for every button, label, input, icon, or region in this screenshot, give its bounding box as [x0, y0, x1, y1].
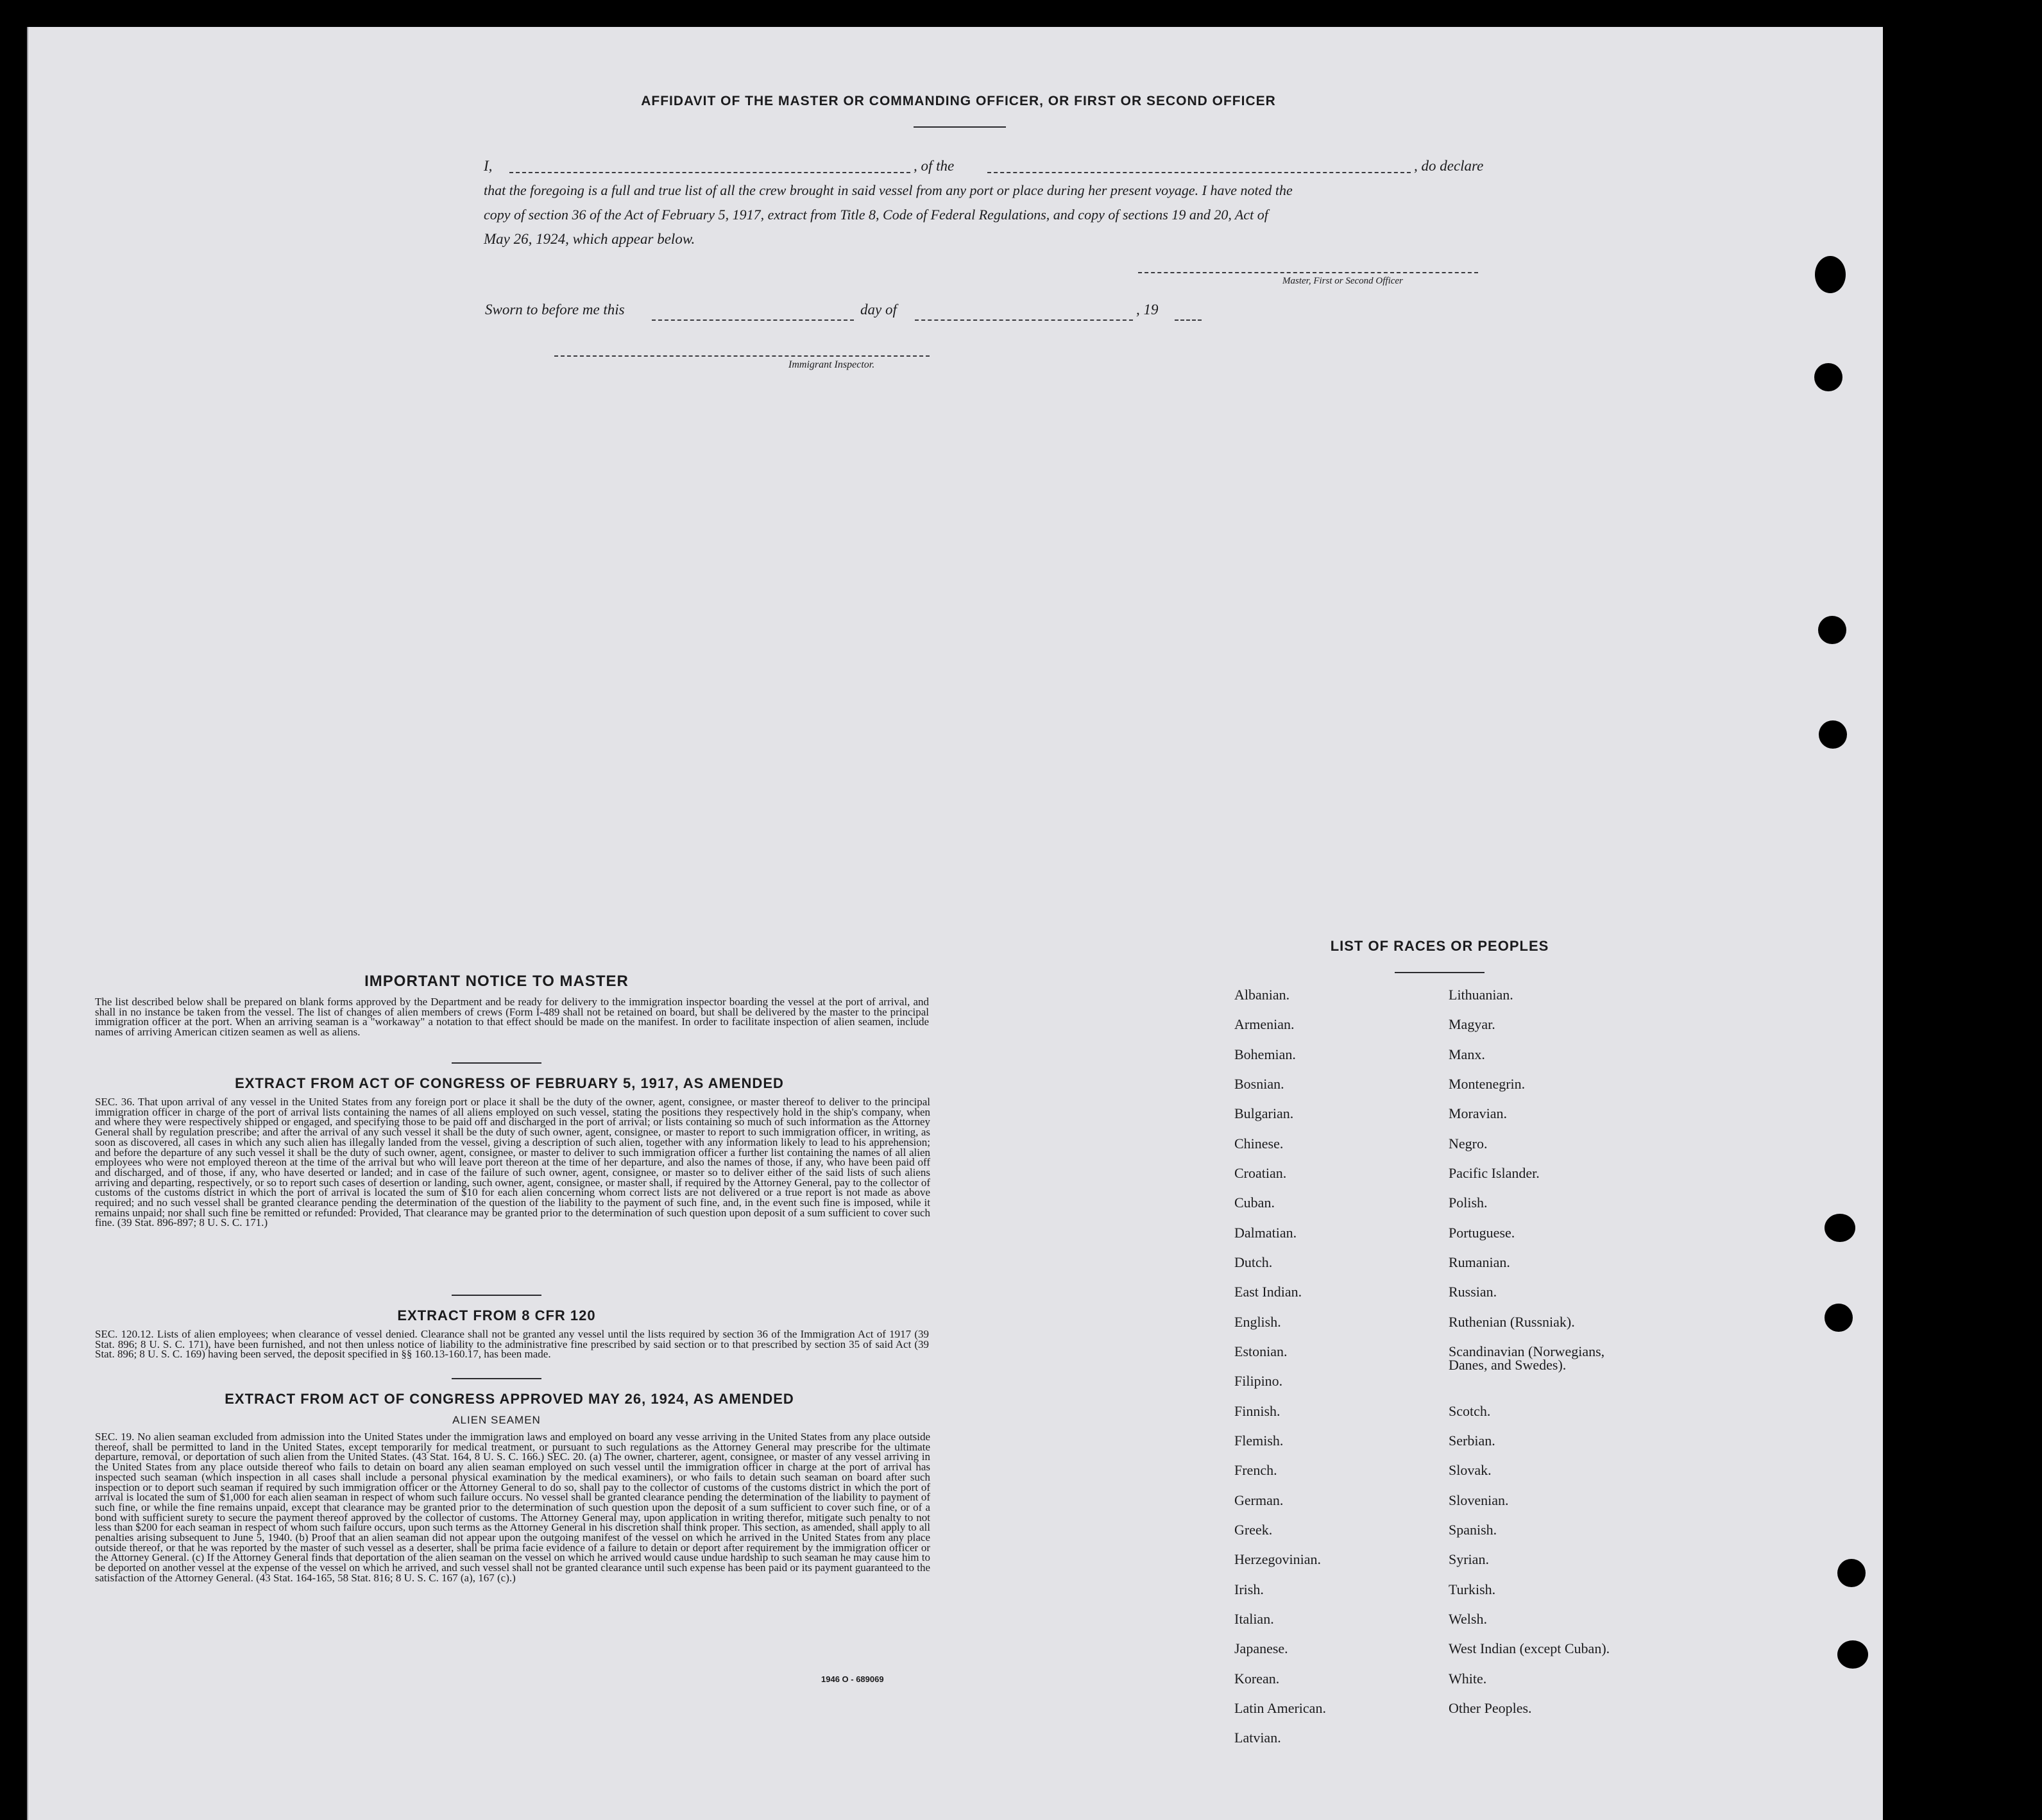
race-item: White.	[1449, 1671, 1487, 1687]
race-item: Dutch.	[1234, 1254, 1273, 1270]
extract-1924-title: EXTRACT FROM ACT OF CONGRESS APPROVED MAY 26, 1924, AS AMENDED	[225, 1391, 794, 1407]
race-item: Croatian.	[1234, 1165, 1287, 1181]
race-item: Herzegovinian.	[1234, 1551, 1321, 1567]
race-item: Welsh.	[1449, 1611, 1487, 1627]
affidavit-line-4: May 26, 1924, which appear below.	[484, 231, 695, 247]
race-item: Other Peoples.	[1449, 1700, 1532, 1716]
punch-hole	[1815, 256, 1846, 293]
race-item: Japanese.	[1234, 1640, 1288, 1656]
race-item: East Indian.	[1234, 1284, 1302, 1300]
race-item: Lithuanian.	[1449, 987, 1513, 1003]
race-item: Latin American.	[1234, 1700, 1326, 1716]
race-item: Chinese.	[1234, 1135, 1284, 1152]
races-divider	[1395, 972, 1485, 973]
race-item: Serbian.	[1449, 1433, 1495, 1449]
race-item: Albanian.	[1234, 987, 1290, 1003]
race-item: Latvian.	[1234, 1730, 1281, 1746]
day-of-label: day of	[860, 302, 897, 318]
sworn-year-field[interactable]	[1175, 319, 1202, 321]
race-item: Portuguese.	[1449, 1225, 1515, 1241]
race-item: Filipino.	[1234, 1373, 1283, 1389]
race-item: French.	[1234, 1462, 1277, 1478]
sworn-month-field[interactable]	[915, 319, 1133, 321]
extract-1924-body: SEC. 19. No alien seaman excluded from admission into the United States under the immigration laws and employed on board any vesse arriving in the United States from any place outside thereof, shall be permitted to land in the United States, except temporarily for medical treatment, or pursuant to such regulations as the Attorney General may prescribe for the ultimate departure, removal, or deportation of such alien from the United States. (43 Stat. 164, 8 U. S. C. 166.) SEC. 20. (a) The owner, charterer, agent, consignee, or master of any vessel arriving in the United States from any place outside thereof who fails to detain on board any alien seaman employed on such vessel until the immigration officer in charge at the port of arrival has inspected such seaman (which inspection in all cases shall include a personal physical examination by the medical examiners), or who fails to detain such seaman on board after such inspection or to deport such seaman if required by such immigration officer or the Attorney General to do so, shall pay to the collector of customs of the customs district in which the port of arrival is located the sum of $1,000 for each alien seaman in respect of whom such failure occurs. No vessel shall be granted clearance pending the determination of the liability to payment of such fine, or while the fine remains unpaid, except that clearance may be granted prior to the determination of such question upon the deposit of a sum sufficient to cover such fine, or of a bond with sufficient surety to secure the payment thereof approved by the collector of customs. The Attorney General may, upon application in writing therefor, mitigate such penalty to not less than $200 for each seaman in respect of whom such failure occurs, upon such terms as the Attorney General in his discretion shall think proper. This section, as amended, shall apply to all penalties arising subsequent to June 5, 1940. (b) Proof that an alien seaman did not appear upon the outgoing manifest of the vessel on which he arrived in the United States from any place outside thereof, or that he was reported by the master of such vessel as a deserter, shall be prima facie evidence of a failure to detain or deport after requirement by the immigration officer or the Attorney General. (c) If the Attorney General finds that deportation of the alien seaman on the vessel on which he arrived would cause undue hardship to such seaman he may cause him to be deported on another vessel at the expense of the vessel on which he arrived, and such vessel shall not be granted clearance until such expense has been paid or its payment guaranteed to the satisfaction of the Attorney General. (43 Stat. 164-165, 58 Stat. 816; 8 U. S. C. 167 (a), 167 (c).)	[95, 1431, 930, 1584]
race-item: Moravian.	[1449, 1105, 1508, 1121]
extract-1917-body: SEC. 36. That upon arrival of any vessel in the United States from any foreign port or place it shall be the duty of the owner, agent, consignee, or master thereof to deliver to the principal immigration officer in charge of the port of arrival lists containing the names of all aliens employed on such vessel, stating the positions they respectively hold in the ship's company, when and where they were respectively shipped or engaged, and specifying those to be paid off and discharged in the port of arrival; or lists containing so much of such information as the Attorney General shall by regulation prescribe; and after the arrival of any such vessel it shall be the duty of such owner, agent, consignee, or master to report to such immigration officer, in writing, as soon as discovered, all cases in which any such alien has illegally landed from the vessel, giving a description of such alien, together with any information likely to lead to his apprehension; and before the departure of any such vessel it shall be the duty of such owner, agent, consignee, or master to deliver to such immigration officer a further list containing the names of all alien employees who were not employed thereon at the time of the arrival but who will leave port thereon at the time of her departure, and also the names of those, if any, who have been paid off and discharged, and of those, if any, who have deserted or landed; and in case of the failure of such owner, agent, consignee, or master so to deliver either of the said lists of such aliens arriving and departing, respectively, or so to report such cases of desertion or landing, such owner, agent, consignee, or master shall, if required by the Attorney General, pay to the collector of customs of the customs district in which the port of arrival is located the sum of $10 for each alien concerning whom correct lists are not delivered or a true report is not made as above required; and no such vessel shall be granted clearance pending the determination of the question of the liability to the payment of such fine, and, in the event such fine is imposed, while it remains unpaid; nor shall such fine be remitted or refunded: Provided, That clearance may be granted prior to the determination of such question upon deposit of a sum sufficient to cover such fine. (39 Stat. 896-897; 8 U. S. C. 171.)	[95, 1096, 930, 1229]
sworn-day-field[interactable]	[652, 319, 854, 321]
race-item: Montenegrin.	[1449, 1076, 1526, 1092]
race-item: Pacific Islander.	[1449, 1165, 1540, 1181]
race-item: Rumanian.	[1449, 1254, 1510, 1270]
race-item: Ruthenian (Russniak).	[1449, 1314, 1575, 1330]
punch-hole	[1818, 616, 1846, 644]
race-item: Finnish.	[1234, 1403, 1281, 1419]
race-item: Italian.	[1234, 1611, 1274, 1627]
race-item: Armenian.	[1234, 1016, 1295, 1032]
race-item: Irish.	[1234, 1581, 1264, 1597]
punch-hole	[1825, 1214, 1855, 1242]
extract-1917-title: EXTRACT FROM ACT OF CONGRESS OF FEBRUARY 5, 1917, AS AMENDED	[235, 1075, 784, 1091]
affidavit-title: AFFIDAVIT OF THE MASTER OR COMMANDING OFFICER, OR FIRST OR SECOND OFFICER	[641, 94, 1276, 108]
notice-divider	[452, 1062, 541, 1064]
extract-cfr-title: EXTRACT FROM 8 CFR 120	[397, 1307, 596, 1323]
race-item: Syrian.	[1449, 1551, 1489, 1567]
race-item: Dalmatian.	[1234, 1225, 1297, 1241]
race-item: Polish.	[1449, 1195, 1488, 1211]
do-declare-label: , do declare	[1414, 158, 1484, 174]
race-item: Negro.	[1449, 1135, 1488, 1152]
affidavit-text	[484, 154, 1510, 251]
affidavit-line-3: copy of section 36 of the Act of February 5, 1917, extract from Title 8, Code of Federal Regulations, and copy of sections 19 and 20, Act of	[484, 207, 1268, 223]
race-item: Russian.	[1449, 1284, 1497, 1300]
punch-hole	[1814, 363, 1842, 391]
races-right-column	[1449, 988, 1782, 1796]
master-signature-field[interactable]	[1138, 272, 1478, 273]
form-sheet	[27, 27, 1883, 1820]
race-item: Magyar.	[1449, 1016, 1495, 1032]
title-divider	[914, 126, 1006, 128]
punch-hole	[1837, 1640, 1868, 1669]
race-item: West Indian (except Cuban).	[1449, 1640, 1610, 1656]
races-title: LIST OF RACES OR PEOPLES	[1330, 938, 1549, 954]
extract-cfr-divider	[452, 1378, 541, 1379]
master-name-field[interactable]	[509, 172, 910, 173]
race-item: Manx.	[1449, 1046, 1485, 1062]
race-item: Turkish.	[1449, 1581, 1496, 1597]
inspector-signature-field[interactable]	[554, 355, 930, 357]
race-item: Slovenian.	[1449, 1492, 1509, 1508]
year-label: , 19	[1136, 302, 1159, 318]
race-item: English.	[1234, 1314, 1281, 1330]
race-item: Bosnian.	[1234, 1076, 1284, 1092]
affidavit-line-2: that the foregoing is a full and true list of all the crew brought in said vessel from any port or place during her present voyage. I have noted the	[484, 182, 1293, 198]
race-item: Spanish.	[1449, 1522, 1497, 1538]
race-item: Scandinavian (Norwegians, Danes, and Swedes).	[1449, 1343, 1605, 1373]
sworn-label: Sworn to before me this	[485, 302, 625, 318]
vessel-name-field[interactable]	[987, 172, 1411, 173]
extract-cfr-body: SEC. 120.12. Lists of alien employees; when clearance of vessel denied. Clearance shall not be granted any vessel until the lists required by section 36 of the Immigration Act of 1917 (39 Stat. 896; 8 U. S. C. 171), have been furnished, and not then unless notice of liability to the administrative fine prescribed by said section or to that prescribed by section 35 of said Act (39 Stat. 896; 8 U. S. C. 169) having been served, the deposit specified in §§ 160.13-160.17, has been made.	[95, 1328, 929, 1361]
extract-1917-divider	[452, 1295, 541, 1296]
print-code: 1946 O - 689069	[821, 1674, 884, 1684]
races-left-column	[1234, 988, 1427, 1796]
race-item: Scotch.	[1449, 1403, 1491, 1419]
inspector-label: Immigrant Inspector.	[788, 359, 875, 370]
race-item: Korean.	[1234, 1671, 1280, 1687]
of-the-label: , of the	[914, 158, 955, 174]
extract-1924-subtitle: ALIEN SEAMEN	[452, 1414, 541, 1426]
race-item: Slovak.	[1449, 1462, 1492, 1478]
notice-title: IMPORTANT NOTICE TO MASTER	[364, 973, 629, 990]
race-item: Cuban.	[1234, 1195, 1275, 1211]
punch-hole	[1825, 1304, 1853, 1332]
race-item: Bulgarian.	[1234, 1105, 1294, 1121]
race-item: Greek.	[1234, 1522, 1273, 1538]
punch-hole	[1837, 1559, 1866, 1587]
punch-hole	[1819, 720, 1847, 749]
race-item: Flemish.	[1234, 1433, 1284, 1449]
master-signature-label: Master, First or Second Officer	[1282, 276, 1403, 286]
notice-body: The list described below shall be prepared on blank forms approved by the Department and be ready for delivery to the immigration inspector boarding the vessel at the port of arrival, and shall in no instance be taken from the vessel. The list of changes of alien members of crews (Form I-489 shall not be retained on board, but shall be delivered by the master to the principal immigration officer at the port. When an arriving seaman is a "workaway" a notation to that effect should be made on the manifest. In order to facilitate inspection of alien seamen, include names of arriving American citizen seamen as well as aliens.	[95, 996, 929, 1039]
race-item: Bohemian.	[1234, 1046, 1296, 1062]
race-item: Estonian.	[1234, 1343, 1288, 1359]
sworn-line	[485, 302, 1383, 327]
i-label: I,	[484, 158, 493, 174]
race-item: German.	[1234, 1492, 1284, 1508]
